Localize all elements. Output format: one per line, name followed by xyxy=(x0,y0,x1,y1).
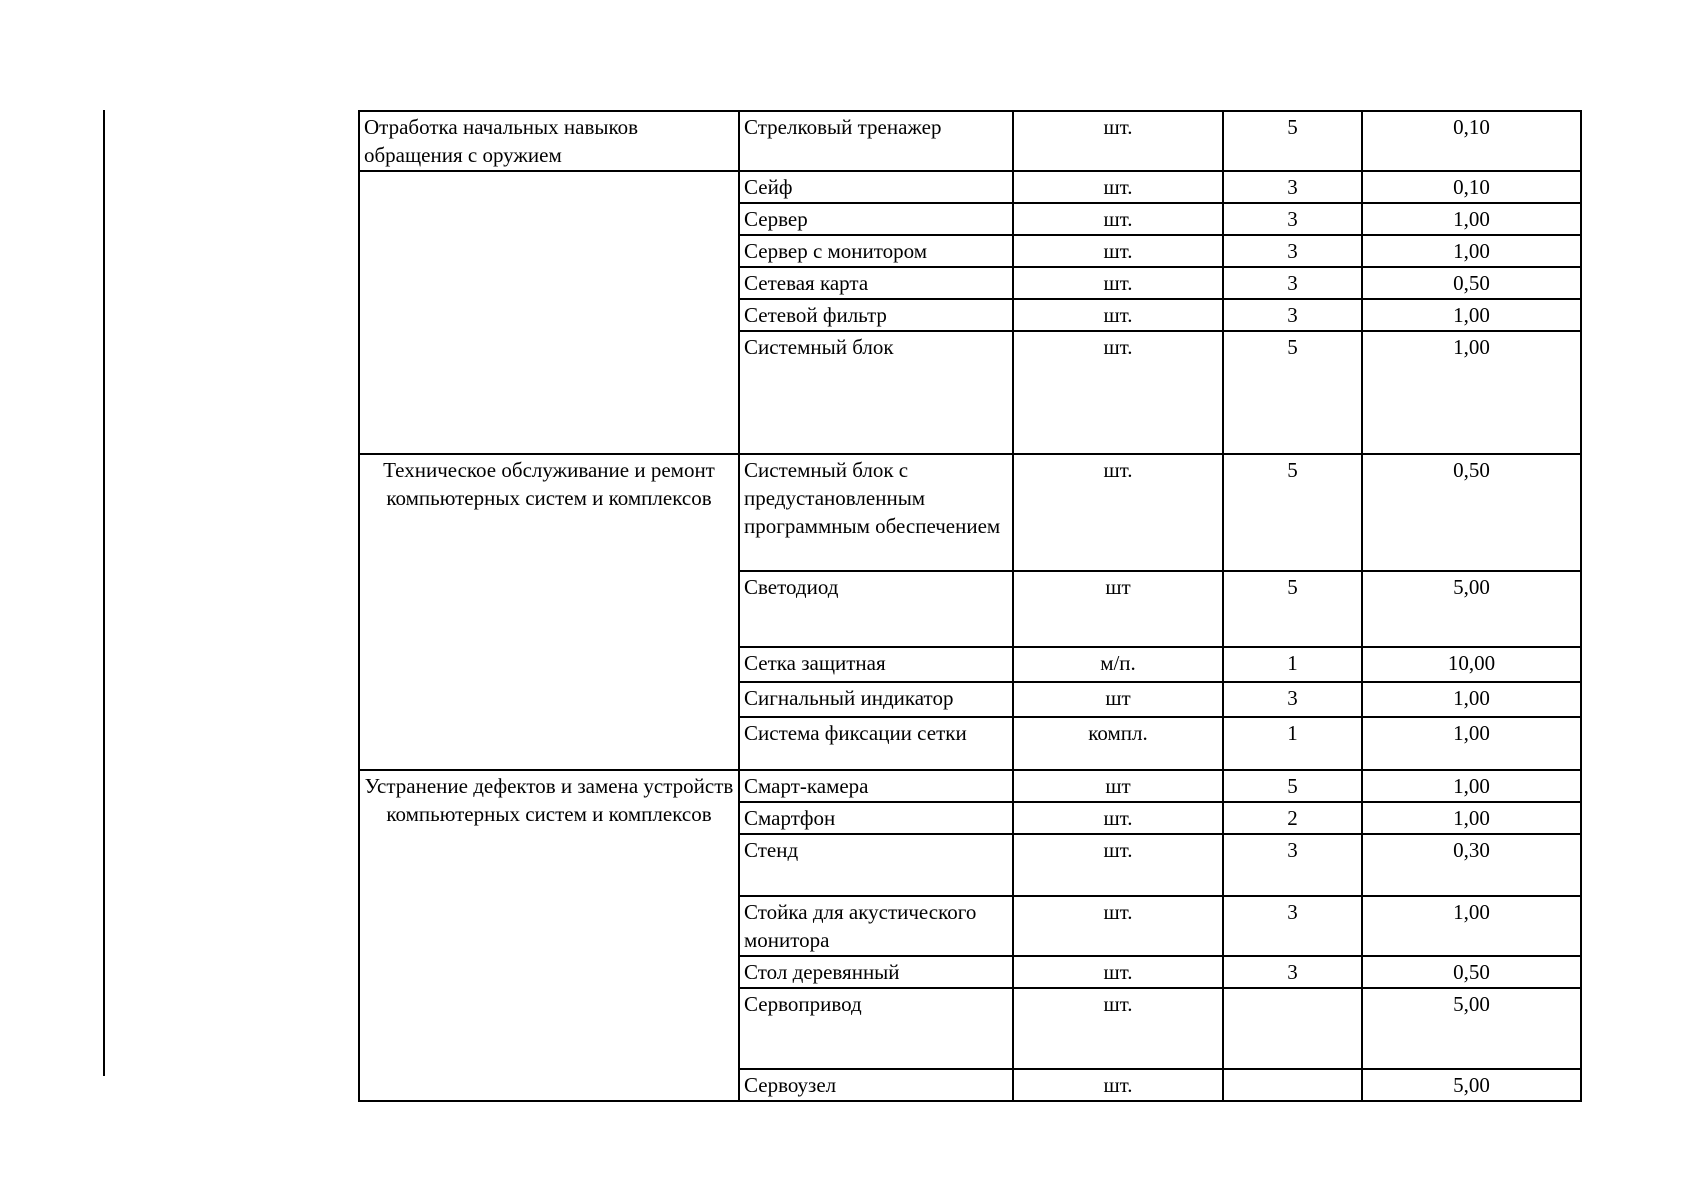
item-unit: шт. xyxy=(1013,203,1223,235)
item-rate: 1,00 xyxy=(1362,203,1581,235)
item-rate: 1,00 xyxy=(1362,717,1581,770)
left-margin-rule xyxy=(103,110,105,1076)
item-rate: 1,00 xyxy=(1362,802,1581,834)
item-rate: 1,00 xyxy=(1362,299,1581,331)
item-name: Сервер xyxy=(739,203,1013,235)
item-name: Стрелковый тренажер xyxy=(739,111,1013,171)
item-unit: шт xyxy=(1013,770,1223,802)
item-rate: 0,50 xyxy=(1362,267,1581,299)
item-name: Сервопривод xyxy=(739,988,1013,1069)
item-rate: 0,30 xyxy=(1362,834,1581,896)
item-unit: шт. xyxy=(1013,111,1223,171)
item-qty: 3 xyxy=(1223,299,1362,331)
group-cell-maintenance: Техническое обслуживание и ремонт компьютерных систем и комплексов xyxy=(359,454,739,770)
item-unit: шт. xyxy=(1013,454,1223,571)
item-rate: 5,00 xyxy=(1362,571,1581,647)
table-row xyxy=(359,111,1581,171)
item-unit: шт. xyxy=(1013,267,1223,299)
item-name: Стенд xyxy=(739,834,1013,896)
item-qty: 5 xyxy=(1223,331,1362,454)
item-name: Системный блок xyxy=(739,331,1013,454)
item-qty: 3 xyxy=(1223,203,1362,235)
item-name: Системный блок с предустановленным программным обеспечением xyxy=(739,454,1013,571)
table-row xyxy=(359,454,1581,571)
item-qty: 5 xyxy=(1223,571,1362,647)
item-name: Стол деревянный xyxy=(739,956,1013,988)
item-name: Сервоузел xyxy=(739,1069,1013,1101)
item-qty: 3 xyxy=(1223,267,1362,299)
item-qty: 5 xyxy=(1223,111,1362,171)
item-unit: шт. xyxy=(1013,331,1223,454)
item-rate: 1,00 xyxy=(1362,770,1581,802)
item-qty xyxy=(1223,988,1362,1069)
table-row xyxy=(359,770,1581,802)
item-unit: м/п. xyxy=(1013,647,1223,682)
item-name: Сейф xyxy=(739,171,1013,203)
item-name: Сигнальный индикатор xyxy=(739,682,1013,717)
item-unit: шт. xyxy=(1013,802,1223,834)
item-qty: 3 xyxy=(1223,956,1362,988)
item-unit: шт. xyxy=(1013,171,1223,203)
table-row xyxy=(359,171,1581,203)
item-rate: 10,00 xyxy=(1362,647,1581,682)
item-qty: 3 xyxy=(1223,682,1362,717)
item-name: Стойка для акустического монитора xyxy=(739,896,1013,956)
item-unit: шт. xyxy=(1013,956,1223,988)
item-rate: 1,00 xyxy=(1362,896,1581,956)
item-rate: 5,00 xyxy=(1362,1069,1581,1101)
item-qty: 3 xyxy=(1223,171,1362,203)
item-qty: 3 xyxy=(1223,235,1362,267)
item-unit: шт. xyxy=(1013,299,1223,331)
item-rate: 0,10 xyxy=(1362,111,1581,171)
item-name: Сетевая карта xyxy=(739,267,1013,299)
item-unit: шт xyxy=(1013,682,1223,717)
item-name: Система фиксации сетки xyxy=(739,717,1013,770)
group-cell-weapons: Отработка начальных навыков обращения с оружием xyxy=(359,111,739,171)
item-qty: 2 xyxy=(1223,802,1362,834)
item-qty: 5 xyxy=(1223,454,1362,571)
item-name: Светодиод xyxy=(739,571,1013,647)
item-name: Сервер с монитором xyxy=(739,235,1013,267)
item-rate: 5,00 xyxy=(1362,988,1581,1069)
item-rate: 0,10 xyxy=(1362,171,1581,203)
item-qty xyxy=(1223,1069,1362,1101)
item-unit: шт. xyxy=(1013,1069,1223,1101)
item-qty: 3 xyxy=(1223,834,1362,896)
item-unit: шт. xyxy=(1013,834,1223,896)
item-rate: 1,00 xyxy=(1362,682,1581,717)
item-unit: шт. xyxy=(1013,896,1223,956)
item-rate: 1,00 xyxy=(1362,235,1581,267)
group-cell-defects: Устранение дефектов и замена устройств компьютерных систем и комплексов xyxy=(359,770,739,1101)
item-qty: 1 xyxy=(1223,647,1362,682)
equipment-table xyxy=(358,110,1582,1102)
item-unit: шт xyxy=(1013,571,1223,647)
item-rate: 1,00 xyxy=(1362,331,1581,454)
group-cell-empty xyxy=(359,171,739,454)
item-unit: компл. xyxy=(1013,717,1223,770)
item-name: Смарт-камера xyxy=(739,770,1013,802)
item-rate: 0,50 xyxy=(1362,454,1581,571)
item-qty: 1 xyxy=(1223,717,1362,770)
item-name: Сетка защитная xyxy=(739,647,1013,682)
item-unit: шт. xyxy=(1013,235,1223,267)
item-name: Смартфон xyxy=(739,802,1013,834)
item-unit: шт. xyxy=(1013,988,1223,1069)
item-name: Сетевой фильтр xyxy=(739,299,1013,331)
item-rate: 0,50 xyxy=(1362,956,1581,988)
item-qty: 5 xyxy=(1223,770,1362,802)
item-qty: 3 xyxy=(1223,896,1362,956)
